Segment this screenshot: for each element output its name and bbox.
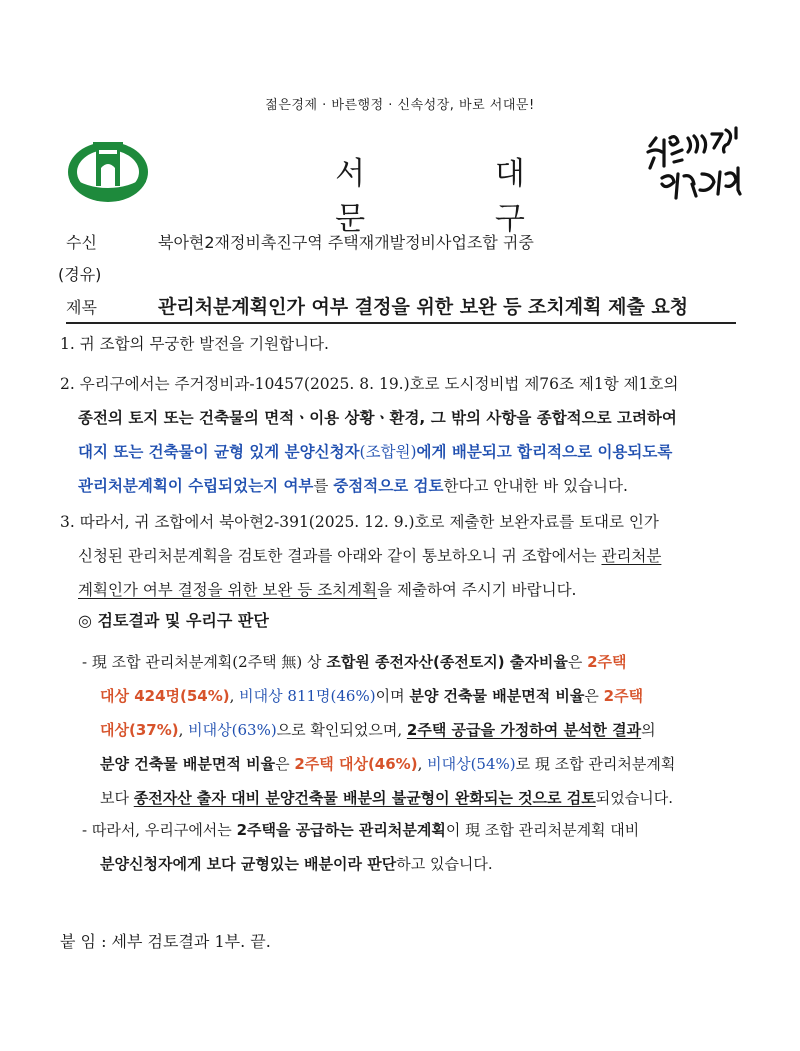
p3-text-4: 을 제출하여 주시기 바랍니다. [377,581,577,599]
paragraph-2 [60,367,750,503]
p2-highlight-4: 관리처분계획이 수립되었는지 여부 [78,477,314,495]
p2-text-7: 한다고 안내한 바 있습니다. [443,477,628,495]
recipient-label: 수신 [66,233,97,252]
p3-underline-2: 계획인가 여부 결정을 위한 [78,581,258,599]
bullet-1-line-2 [82,679,748,713]
p2-highlight-6: 중점적으로 검토 [333,477,444,495]
subject-label: 제목 [66,298,97,317]
header-divider [66,322,736,324]
slogan: 젊은경제 · 바른행정 · 신속성장, 바로 서대문! [265,98,535,113]
b1-bold-1: 조합원 종전자산(종전토지) 출자비율 [326,653,568,671]
bullet-1-line-4 [82,747,748,781]
b1-bold-3: 분양 건축물 배분면적 비율 [100,755,276,773]
bullet-1-line-1 [82,645,748,679]
b2-bold-1: 2주택을 공급하는 관리처분계획 [236,821,446,839]
attachment-note: 붙 임 : 세부 검토결과 1부. 끝. [60,932,271,951]
paragraph-3-line-3 [60,573,750,607]
b1-text-13: 되었습니다. [595,789,673,807]
b1-red-3: 2주택 [603,687,644,705]
p2-highlight-1: 대지 또는 건축물이 균형 있게 분양신청자 [78,443,360,461]
b1-bold-underline-2: 종전자산 출자 대비 분양건축물 배분의 불균형이 완화되는 것으로 검토 [133,789,596,807]
paragraph-2-line-3 [60,435,750,469]
p3-text-1: 신청된 관리처분계획을 검토한 결과를 아래와 같이 통보하오니 귀 조합에서는 [78,547,602,565]
b1-text-10: , [417,755,428,773]
paragraph-3-line-2 [60,539,750,573]
b1-blue-3: 비대상(54%) [427,755,516,773]
b1-bold-underline-1: 2주택 공급을 가정하여 분석한 결과 [406,721,642,739]
bullet-2-line-2 [82,847,748,881]
b2-text-3: 하고 있습니다. [396,855,493,873]
paragraph-1-text: 1. 귀 조합의 무궁한 발전을 기원합니다. [60,335,329,353]
p3-underline-3: 보완 등 조치계획 [257,581,378,599]
b2-text-2: 이 現 조합 관리처분계획 대비 [445,821,640,839]
review-heading: ◎ 검토결과 및 우리구 판단 [78,611,269,630]
bullet-1-line-3 [82,713,748,747]
b1-text-6: , [178,721,189,739]
b1-text-7: 으로 확인되었으며, [276,721,407,739]
b2-text-1: - 따라서, 우리구에서는 [82,821,237,839]
paragraph-1 [60,327,750,361]
b1-red-2: 대상 424명(54%) [100,687,230,705]
recipient-value: 북아현2재정비촉진구역 주택재개발정비사업조합 귀중 [158,233,534,252]
b1-bold-2: 분양 건축물 배분면적 비율 [409,687,585,705]
b1-red-4: 대상(37%) [100,721,179,739]
b1-text-1: - 現 조합 관리처분계획(2주택 無) 상 [82,653,327,671]
p2-highlight-2: (조합원) [359,443,417,461]
paragraph-2-line-4 [60,469,750,503]
b1-red-5: 2주택 대상(46%) [294,755,418,773]
p2-text-5: 를 [313,477,334,495]
subject-title: 관리처분계획인가 여부 결정을 위한 보완 등 조치계획 제출 요청 [158,296,689,318]
b1-text-3: , [229,687,240,705]
paragraph-3-line-1: 3. 따라서, 귀 조합에서 북아현2-391(2025. 12. 9.)호로 제출한 보완자료를 토대로 인가 [60,513,659,531]
p3-underline-1: 관리처분 [601,547,662,565]
bullet-1-line-5 [82,781,748,815]
b1-text-11: 로 現 조합 관리처분계획 [515,755,676,773]
paragraph-2-line-1: 2. 우리구에서는 주거정비과-10457(2025. 8. 19.)호로 도시정비법 제76조 제1항 제1호의 [60,375,679,393]
paragraph-2-line-2: 종전의 토지 또는 건축물의 면적ㆍ이용 상황ㆍ환경, 그 밖의 사항을 종합적으로 고려하여 [78,409,677,427]
slogan-signature-image [640,118,750,208]
b1-text-2: 은 [567,653,588,671]
seodaemun-logo [66,126,150,210]
b1-blue-2: 비대상(63%) [188,721,277,739]
b1-text-12: 보다 [100,789,134,807]
b2-bold-2: 분양신청자에게 보다 균형있는 배분이라 판단 [100,855,397,873]
review-bullet-1 [82,645,748,815]
b1-text-8: 의 [641,721,656,739]
b1-blue-1: 비대상 811명(46%) [239,687,376,705]
b1-text-4: 이며 [375,687,410,705]
via-label: (경유) [58,265,102,284]
b1-text-5: 은 [584,687,604,705]
agency-name: 서 대 문 구 [335,156,585,237]
b1-text-9: 은 [275,755,295,773]
paragraph-3 [60,505,750,607]
p2-highlight-3: 에게 배분되고 합리적으로 이용되도록 [416,443,673,461]
b1-red-1: 2주택 [587,653,627,671]
review-bullet-2 [82,813,748,881]
bullet-2-line-1 [82,813,748,847]
